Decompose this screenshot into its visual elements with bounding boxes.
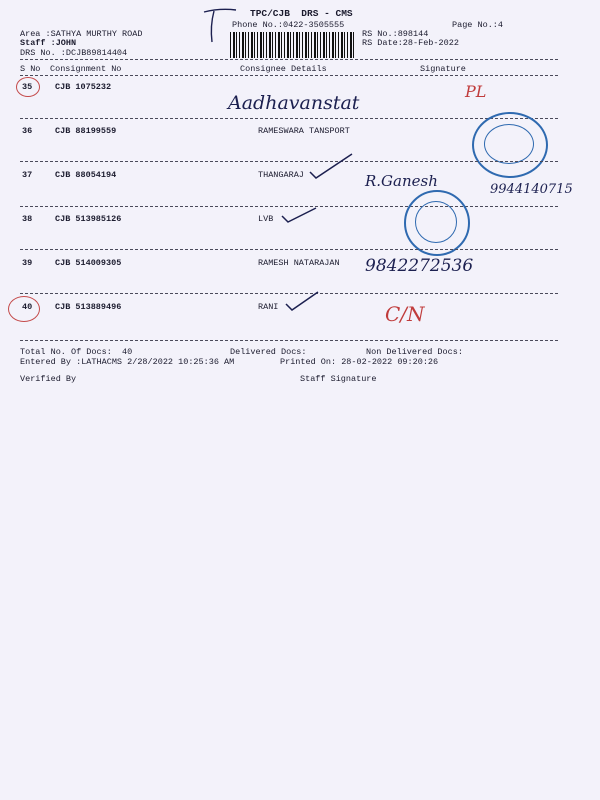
row-consignee: RAMESWARA TANSPORT [258,126,350,136]
row-sno: 39 [22,258,33,268]
non-delivered-docs: Non Delivered Docs: [366,347,463,357]
staff-label: Staff :JOHN [20,38,77,48]
row-sno: 40 [22,302,33,312]
row-sno: 38 [22,214,33,224]
row-consignment: CJB 513889496 [55,302,122,312]
total-docs: Total No. Of Docs: 40 [20,347,133,357]
row-consignment: CJB 513985126 [55,214,122,224]
handwritten-mark: C/N [385,302,425,326]
handwritten-mark: PL [465,82,487,101]
printed-on: Printed On: 28-02-2022 09:20:26 [280,357,439,367]
header-pen-mark [190,6,250,46]
col-signature: Signature [420,64,466,74]
row-consignee: LVB [258,214,274,224]
col-consignee: Consignee Details [240,64,327,74]
tick-mark [306,152,356,178]
rs-date: RS Date:28-Feb-2022 [362,38,459,48]
row-consignment: CJB 514009305 [55,258,122,268]
phone-number: Phone No.:0422-3505555 [232,20,345,30]
row-consignee: THANGARAJ [258,170,304,180]
row-sno: 36 [22,126,33,136]
entered-by: Entered By :LATHACMS 2/28/2022 10:25:36 AM [20,357,235,367]
divider [20,118,558,119]
delivered-docs: Delivered Docs: [230,347,307,357]
staff-signature-label: Staff Signature [300,374,377,384]
row-consignment: CJB 88199559 [55,126,117,136]
row-consignment: CJB 1075232 [55,82,112,92]
red-circle-mark [8,296,40,322]
page-number: Page No.:4 [452,20,504,30]
drs-number: DRS No. :DCJB89814404 [20,48,128,58]
divider [20,75,558,76]
stamp-inner-ring [415,201,457,243]
col-sno: S No [20,64,41,74]
tick-mark [280,202,320,222]
rs-number: RS No.:898144 [362,29,429,39]
verified-by: Verified By [20,374,77,384]
red-circle-mark [16,77,40,97]
row-consignee: RAMESH NATARAJAN [258,258,340,268]
row-consignee: RANI [258,302,279,312]
row-sno: 37 [22,170,33,180]
row-consignment: CJB 88054194 [55,170,117,180]
tick-mark [284,290,324,310]
row-sno: 35 [22,82,33,92]
handwritten-phone: 9944140715 [490,182,573,197]
divider [20,161,558,162]
divider [20,249,558,250]
col-consignment: Consignment No [50,64,122,74]
handwritten-phone: 9842272536 [365,256,474,276]
divider [20,59,558,60]
divider [20,340,558,341]
document-title: TPC/CJB DRS - CMS [250,8,353,19]
handwritten-signature: Aadhavanstat [228,92,360,114]
stamp-inner-ring [484,124,534,164]
handwritten-signature: R.Ganesh [365,172,438,190]
area-label: Area :SATHYA MURTHY ROAD [20,29,143,39]
